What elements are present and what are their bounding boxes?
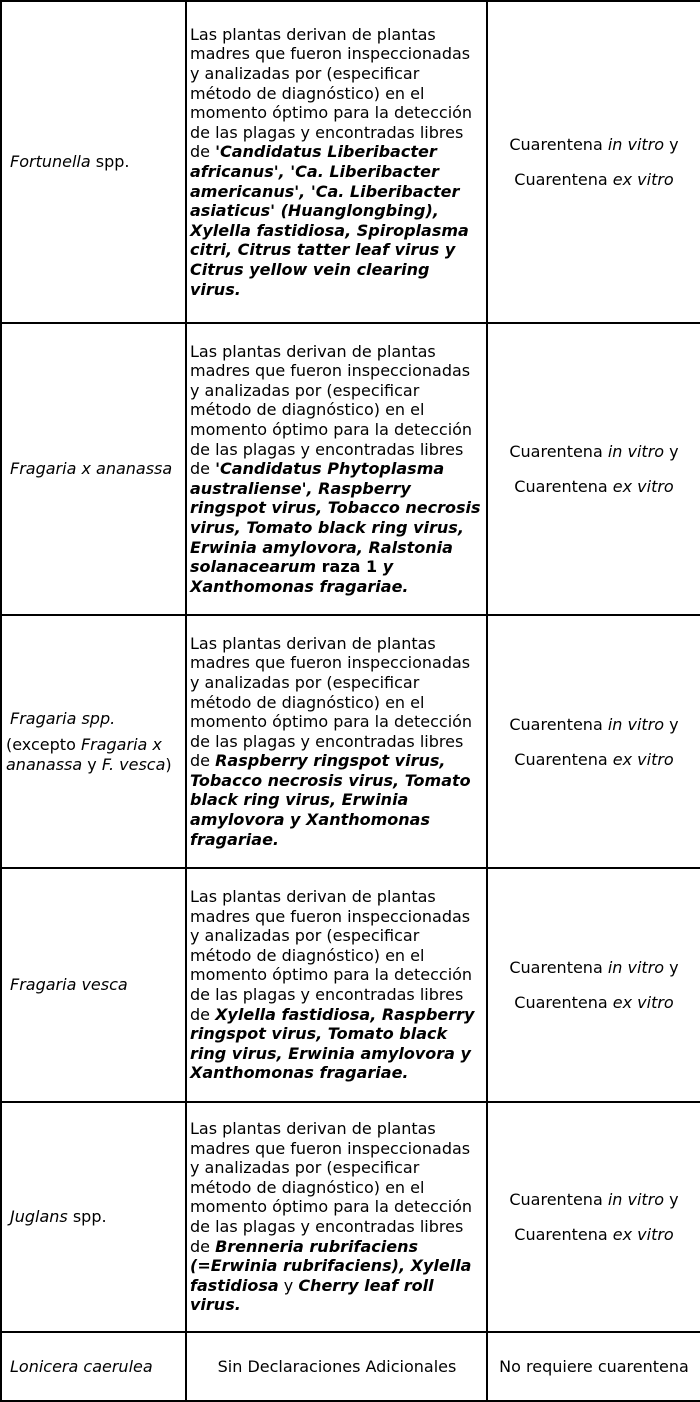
quarantine-cell: Cuarentena in vitro y Cuarentena ex vitro [487,1102,700,1332]
table-row [1,323,700,615]
requirement-cell: Las plantas derivan de plantas madres que fueron inspeccionadas y analizadas por (especificar método de diagnóstico) en el momento óptimo para la detección de las plagas y encontradas libres de Brenneria rubrifaciens (=Erwinia rubrifaciens), Xylella fastidiosa y Cherry leaf roll virus. [186,1102,487,1332]
requirement-cell: Las plantas derivan de plantas madres que fueron inspeccionadas y analizadas por (especificar método de diagnóstico) en el momento óptimo para la detección de las plagas y encontradas libres de 'Candidatus Liberibacter africanus', 'Ca. Liberibacter americanus', 'Ca. Liberibacter asiaticus' (Huanglongbing), Xylella fastidiosa, Spiroplasma citri, Citrus tatter leaf virus y Citrus yellow vein clearing virus. [186,1,487,323]
quarantine-cell: Cuarentena in vitro y Cuarentena ex vitro [487,615,700,868]
requirement-cell: Sin Declaraciones Adicionales [186,1332,487,1401]
quarantine-cell: Cuarentena in vitro y Cuarentena ex vitro [487,323,700,615]
quarantine-cell: No requiere cuarentena [487,1332,700,1401]
species-cell: Lonicera caerulea [1,1332,186,1401]
table-row [1,868,700,1102]
table-row [1,1102,700,1332]
table-row [1,1,700,323]
species-cell: Fragaria x ananassa [1,323,186,615]
requirement-cell: Las plantas derivan de plantas madres que fueron inspeccionadas y analizadas por (especificar método de diagnóstico) en el momento óptimo para la detección de las plagas y encontradas libres de 'Candidatus Phytoplasma australiense', Raspberry ringspot virus, Tobacco necrosis virus, Tomato black ring virus, Erwinia amylovora, Ralstonia solanacearum raza 1 y Xanthomonas fragariae. [186,323,487,615]
species-cell: Fragaria vesca [1,868,186,1102]
requirement-cell: Las plantas derivan de plantas madres que fueron inspeccionadas y analizadas por (especificar método de diagnóstico) en el momento óptimo para la detección de las plagas y encontradas libres de Xylella fastidiosa, Raspberry ringspot virus, Tomato black ring virus, Erwinia amylovora y Xanthomonas fragariae. [186,868,487,1102]
species-cell: Juglans spp. [1,1102,186,1332]
requirement-cell: Las plantas derivan de plantas madres que fueron inspeccionadas y analizadas por (especificar método de diagnóstico) en el momento óptimo para la detección de las plagas y encontradas libres de Raspberry ringspot virus, Tobacco necrosis virus, Tomato black ring virus, Erwinia amylovora y Xanthomonas fragariae. [186,615,487,868]
species-cell: Fortunella spp. [1,1,186,323]
species-cell: Fragaria spp. (excepto Fragaria x ananassa y F. vesca) [1,615,186,868]
table-row [1,1332,700,1401]
quarantine-cell: Cuarentena in vitro y Cuarentena ex vitro [487,1,700,323]
table-row [1,615,700,868]
quarantine-cell: Cuarentena in vitro y Cuarentena ex vitro [487,868,700,1102]
